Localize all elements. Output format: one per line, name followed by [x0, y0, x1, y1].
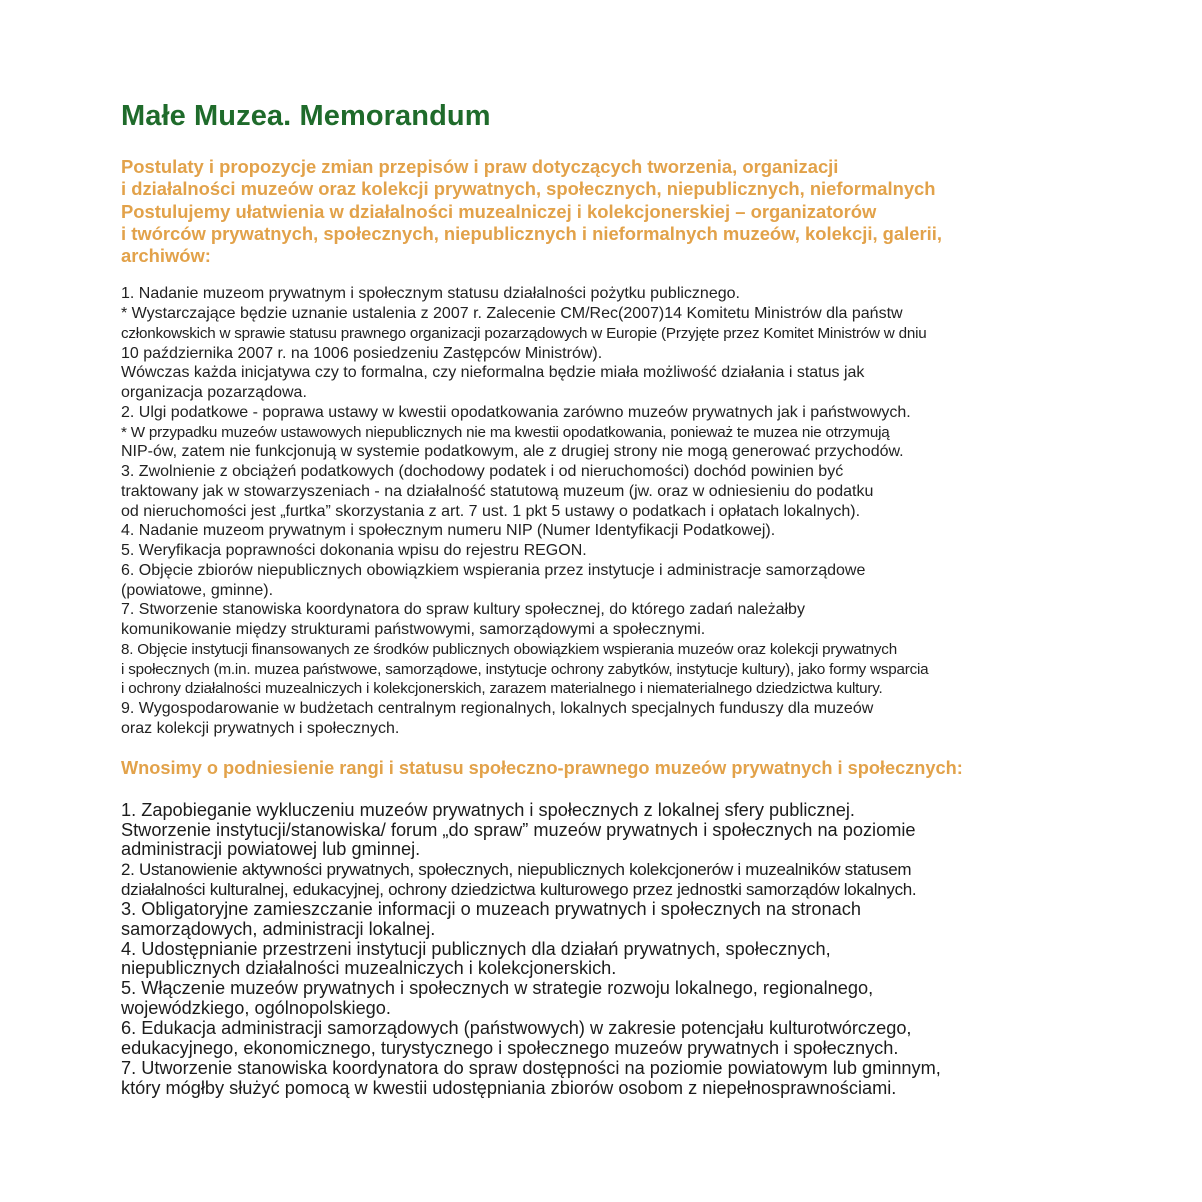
list-line: administracji powiatowej lub gminnej.	[121, 839, 421, 860]
list-line: 5. Weryfikacja poprawności dokonania wpisu do rejestru REGON.	[121, 542, 587, 560]
postulates-heading-line: i twórców prywatnych, społecznych, niepublicznych i nieformalnych muzeów, kolekcji, galerii,	[121, 222, 942, 244]
list-line: edukacyjnego, ekonomicznego, turystycznego i społecznego muzeów prywatnych i społecznych.	[121, 1037, 899, 1058]
list-line: 7. Utworzenie stanowiska koordynatora do spraw dostępności na poziomie powiatowym lub gminnym,	[121, 1057, 941, 1078]
list-line: 4. Udostępnianie przestrzeni instytucji publicznych dla działań prywatnych, społecznych,	[121, 938, 831, 959]
list-line: NIP-ów, zatem nie funkcjonują w systemie podatkowym, ale z drugiej strony nie mogą generować przychodów.	[121, 443, 904, 461]
list-line: i ochrony działalności muzealniczych i kolekcjonerskich, zarazem materialnego i niematerialnego dziedzictwa kultury.	[121, 680, 883, 698]
list-line: 1. Zapobieganie wykluczeniu muzeów prywatnych i społecznych z lokalnej sfery publicznej.	[121, 799, 855, 820]
list-line: i społecznych (m.in. muzea państwowe, samorządowe, instytucje ochrony zabytków, instytucje kultury), jako formy wsparcia	[121, 660, 929, 678]
list-line: Wówczas każda inicjatywa czy to formalna, czy nieformalna będzie miała możliwość działania i status jak	[121, 364, 865, 382]
postulates-heading	[121, 156, 1131, 267]
list-line: 3. Zwolnienie z obciążeń podatkowych (dochodowy podatek i od nieruchomości) dochód powinien być	[121, 463, 844, 481]
list-line: komunikowanie między strukturami państwowymi, samorządowymi a społecznymi.	[121, 621, 706, 639]
page-title: Małe Muzea. Memorandum	[121, 100, 491, 132]
list-line: 8. Objęcie instytucji finansowanych ze środków publicznych obowiązkiem wspierania muzeów oraz kolekcji prywatnych	[121, 640, 897, 658]
list-line: działalności kulturalnej, edukacyjnej, ochrony dziedzictwa kulturowego przez jednostki samorządów lokalnych.	[121, 880, 917, 900]
list-line: * Wystarczające będzie uznanie ustalenia z 2007 r. Zalecenie CM/Rec(2007)14 Komitetu Ministrów dla państw	[121, 305, 903, 323]
list-line: 9. Wygospodarowanie w budżetach centralnym regionalnych, lokalnych specjalnych funduszy dla muzeów	[121, 700, 874, 718]
list-line: który mógłby służyć pomocą w kwestii udostępniania zbiorów osobom z niepełnosprawnościami.	[121, 1077, 897, 1098]
list-line: 2. Ustanowienie aktywności prywatnych, społecznych, niepublicznych kolekcjonerów i muzealników statusem	[121, 860, 912, 880]
list-line: samorządowych, administracji lokalnej.	[121, 918, 436, 939]
list-line: organizacja pozarządowa.	[121, 384, 307, 402]
list-line: wojewódzkiego, ogólnopolskiego.	[121, 998, 391, 1019]
list-line: 6. Edukacja administracji samorządowych (państwowych) w zakresie potencjału kulturotwórczego,	[121, 1018, 912, 1039]
list-line: 5. Włączenie muzeów prywatnych i społecznych w strategie rozwoju lokalnego, regionalnego,	[121, 978, 874, 999]
list-line: niepublicznych działalności muzealniczych i kolekcjonerskich.	[121, 958, 617, 979]
list-line: członkowskich w sprawie statusu prawnego organizacji pozarządowych w Europie (Przyjęte przez Komitet Ministrów w dniu	[121, 324, 927, 342]
postulates-heading-line: i działalności muzeów oraz kolekcji prywatnych, społecznych, niepublicznych, nieformalnych	[121, 178, 936, 200]
list-line: 4. Nadanie muzeom prywatnym i społecznym numeru NIP (Numer Identyfikacji Podatkowej).	[121, 522, 776, 540]
list-line: * W przypadku muzeów ustawowych niepublicznych nie ma kwestii opodatkowania, ponieważ te muzea nie otrzymują	[121, 423, 890, 441]
postulates-heading-line: Postulaty i propozycje zmian przepisów i praw dotyczących tworzenia, organizacji	[121, 156, 839, 177]
list-line: 10 października 2007 r. na 1006 posiedzeniu Zastępców Ministrów).	[121, 344, 603, 362]
list-line: 1. Nadanie muzeom prywatnym i społecznym statusu działalności pożytku publicznego.	[121, 285, 740, 303]
list-line: traktowany jak w stowarzyszeniach - na działalność statutową muzeum (jw. oraz w odniesieniu do podatku	[121, 482, 874, 500]
list-line: Stworzenie instytucji/stanowiska/ forum „do spraw” muzeów prywatnych i społecznych na poziomie	[121, 819, 916, 840]
list-line: od nieruchomości jest „furtka” skorzystania z art. 7 ust. 1 pkt 5 ustawy o podatkach i opłatach lokalnych).	[121, 502, 861, 520]
list-line: 6. Objęcie zbiorów niepublicznych obowiązkiem wspierania przez instytucje i administracje samorządowe	[121, 561, 866, 579]
list-line: oraz kolekcji prywatnych i społecznych.	[121, 719, 400, 737]
postulates-list	[121, 284, 1131, 738]
section-heading: Wnosimy o podniesienie rangi i statusu społeczno-prawnego muzeów prywatnych i społecznych:	[121, 757, 963, 778]
requests-list	[121, 801, 1131, 1099]
list-line: 2. Ulgi podatkowe - poprawa ustawy w kwestii opodatkowania zarówno muzeów prywatnych jak i państwowych.	[121, 403, 911, 421]
document-page	[121, 98, 1131, 1098]
postulates-heading-line: Postulujemy ułatwienia w działalności muzealniczej i kolekcjonerskiej – organizatorów	[121, 200, 877, 222]
postulates-heading-line: archiwów:	[121, 245, 211, 267]
list-line: 3. Obligatoryjne zamieszczanie informacji o muzeach prywatnych i społecznych na stronach	[121, 898, 861, 919]
list-line: (powiatowe, gminne).	[121, 581, 274, 599]
list-line: 7. Stworzenie stanowiska koordynatora do spraw kultury społecznej, do którego zadań należałby	[121, 601, 805, 619]
